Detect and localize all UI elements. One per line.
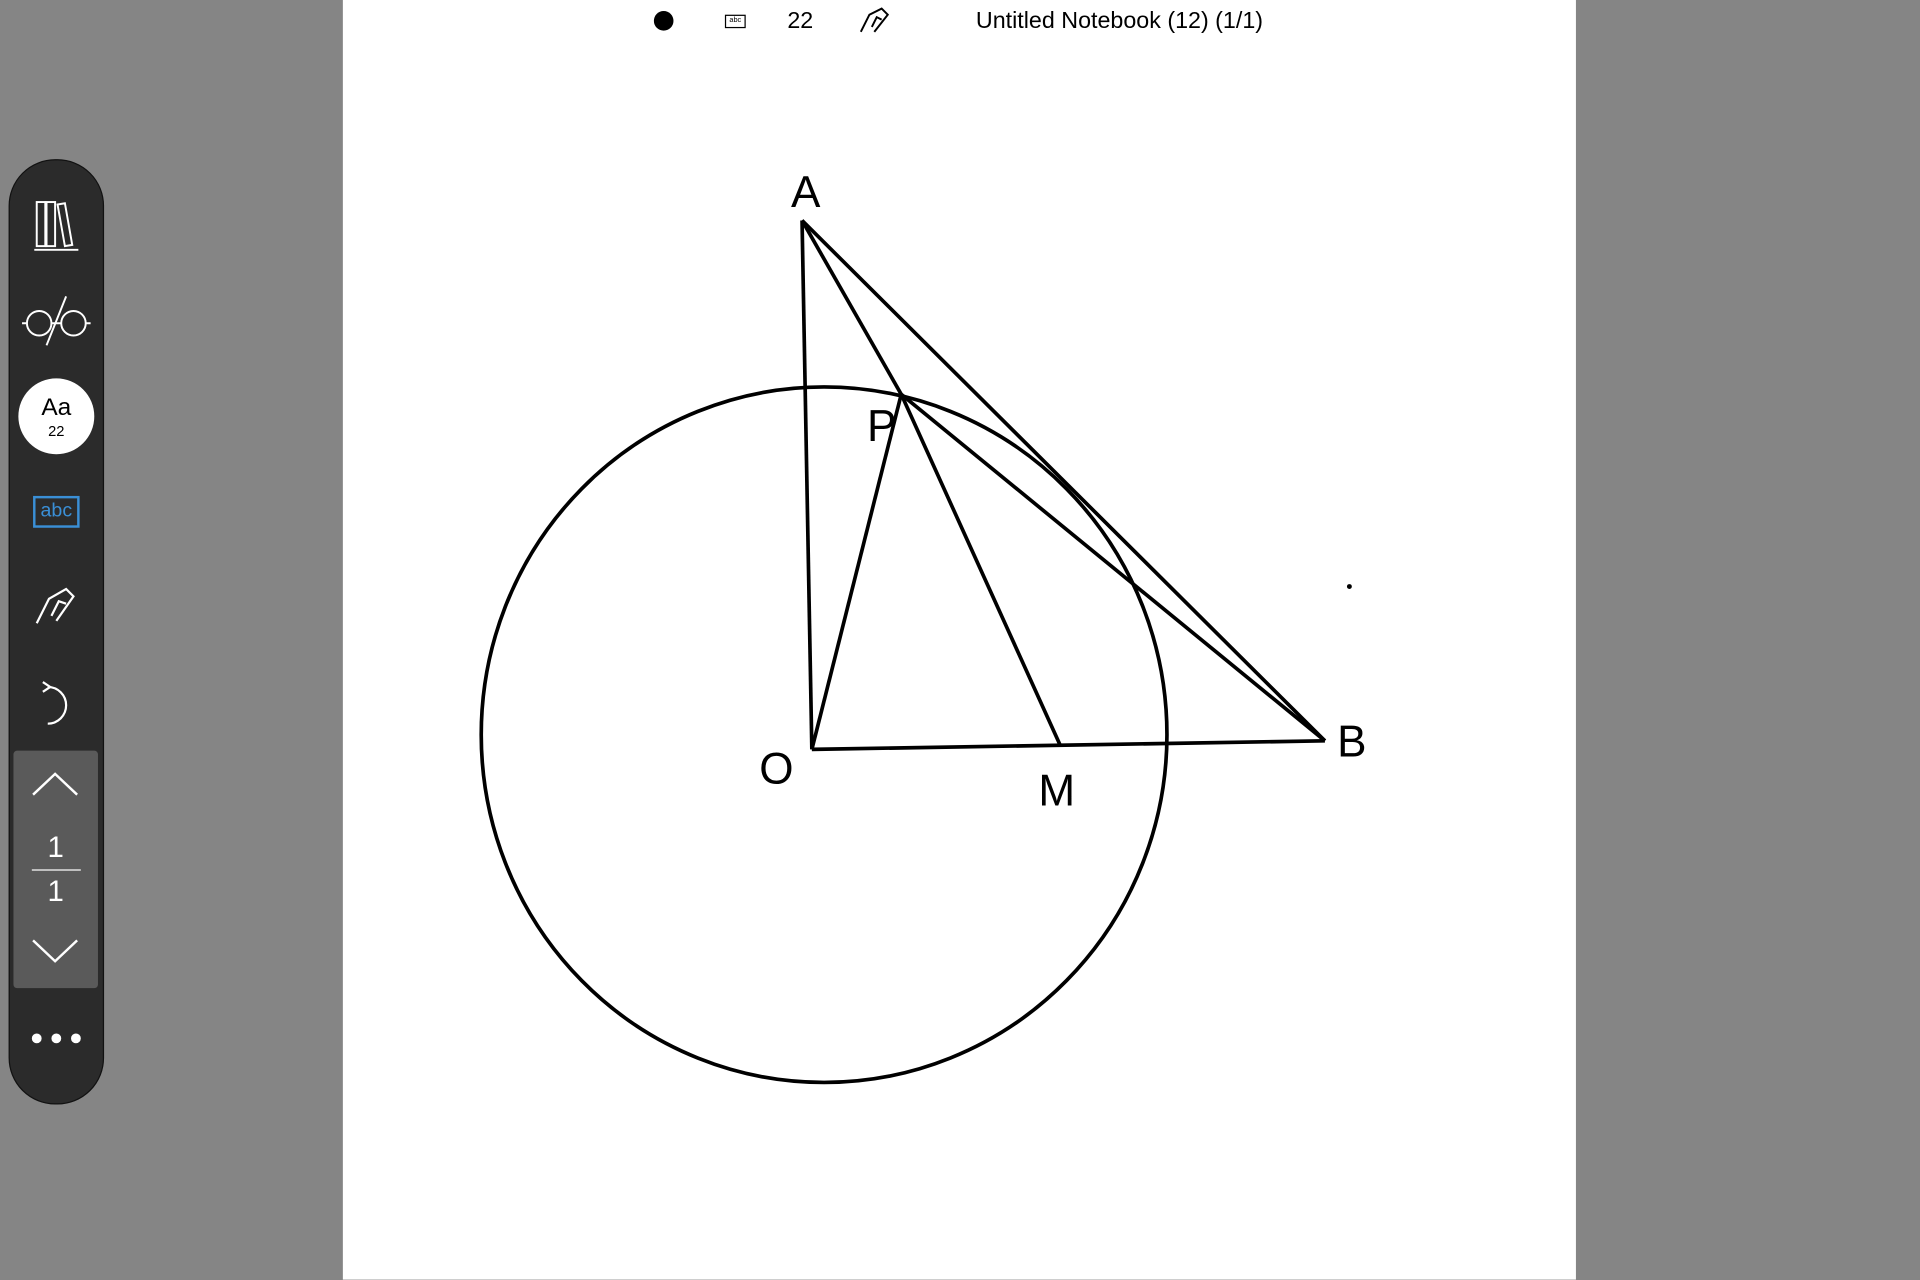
reading-mode-glasses-icon[interactable]: [10, 293, 103, 349]
left-sidebar: [9, 159, 105, 1104]
total-pages: 1: [47, 875, 64, 909]
label-O: O: [759, 743, 794, 794]
more-options-icon[interactable]: [10, 1022, 103, 1054]
font-size-value[interactable]: 22: [787, 8, 814, 35]
segment-PB: [901, 394, 1325, 741]
stray-dot: [1347, 584, 1352, 589]
segment-OB: [812, 741, 1325, 750]
page-divider: [32, 869, 81, 870]
label-M: M: [1038, 765, 1076, 816]
segment-PM: [901, 394, 1060, 745]
hand-pen-icon[interactable]: [10, 582, 103, 631]
page-down-chevron-icon[interactable]: [31, 937, 80, 973]
font-label: Aa: [41, 394, 72, 422]
text-box-label: abc: [33, 496, 79, 528]
page-navigator: [13, 751, 97, 989]
undo-icon[interactable]: [10, 680, 103, 729]
notebook-title: Untitled Notebook (12) (1/1): [975, 8, 1264, 35]
font-size-label: 22: [48, 422, 65, 440]
text-box-icon[interactable]: abc: [725, 15, 746, 28]
text-box-button[interactable]: [10, 493, 103, 530]
segment-AP: [802, 220, 901, 394]
label-B: B: [1337, 716, 1367, 767]
page-up-chevron-icon[interactable]: [31, 770, 80, 806]
circle: [481, 387, 1167, 1083]
font-settings-button[interactable]: [18, 378, 94, 454]
segment-AO: [802, 220, 812, 749]
label-P: P: [866, 400, 897, 451]
library-icon[interactable]: [10, 197, 103, 253]
current-page: 1: [47, 831, 64, 865]
label-A: A: [791, 166, 821, 217]
